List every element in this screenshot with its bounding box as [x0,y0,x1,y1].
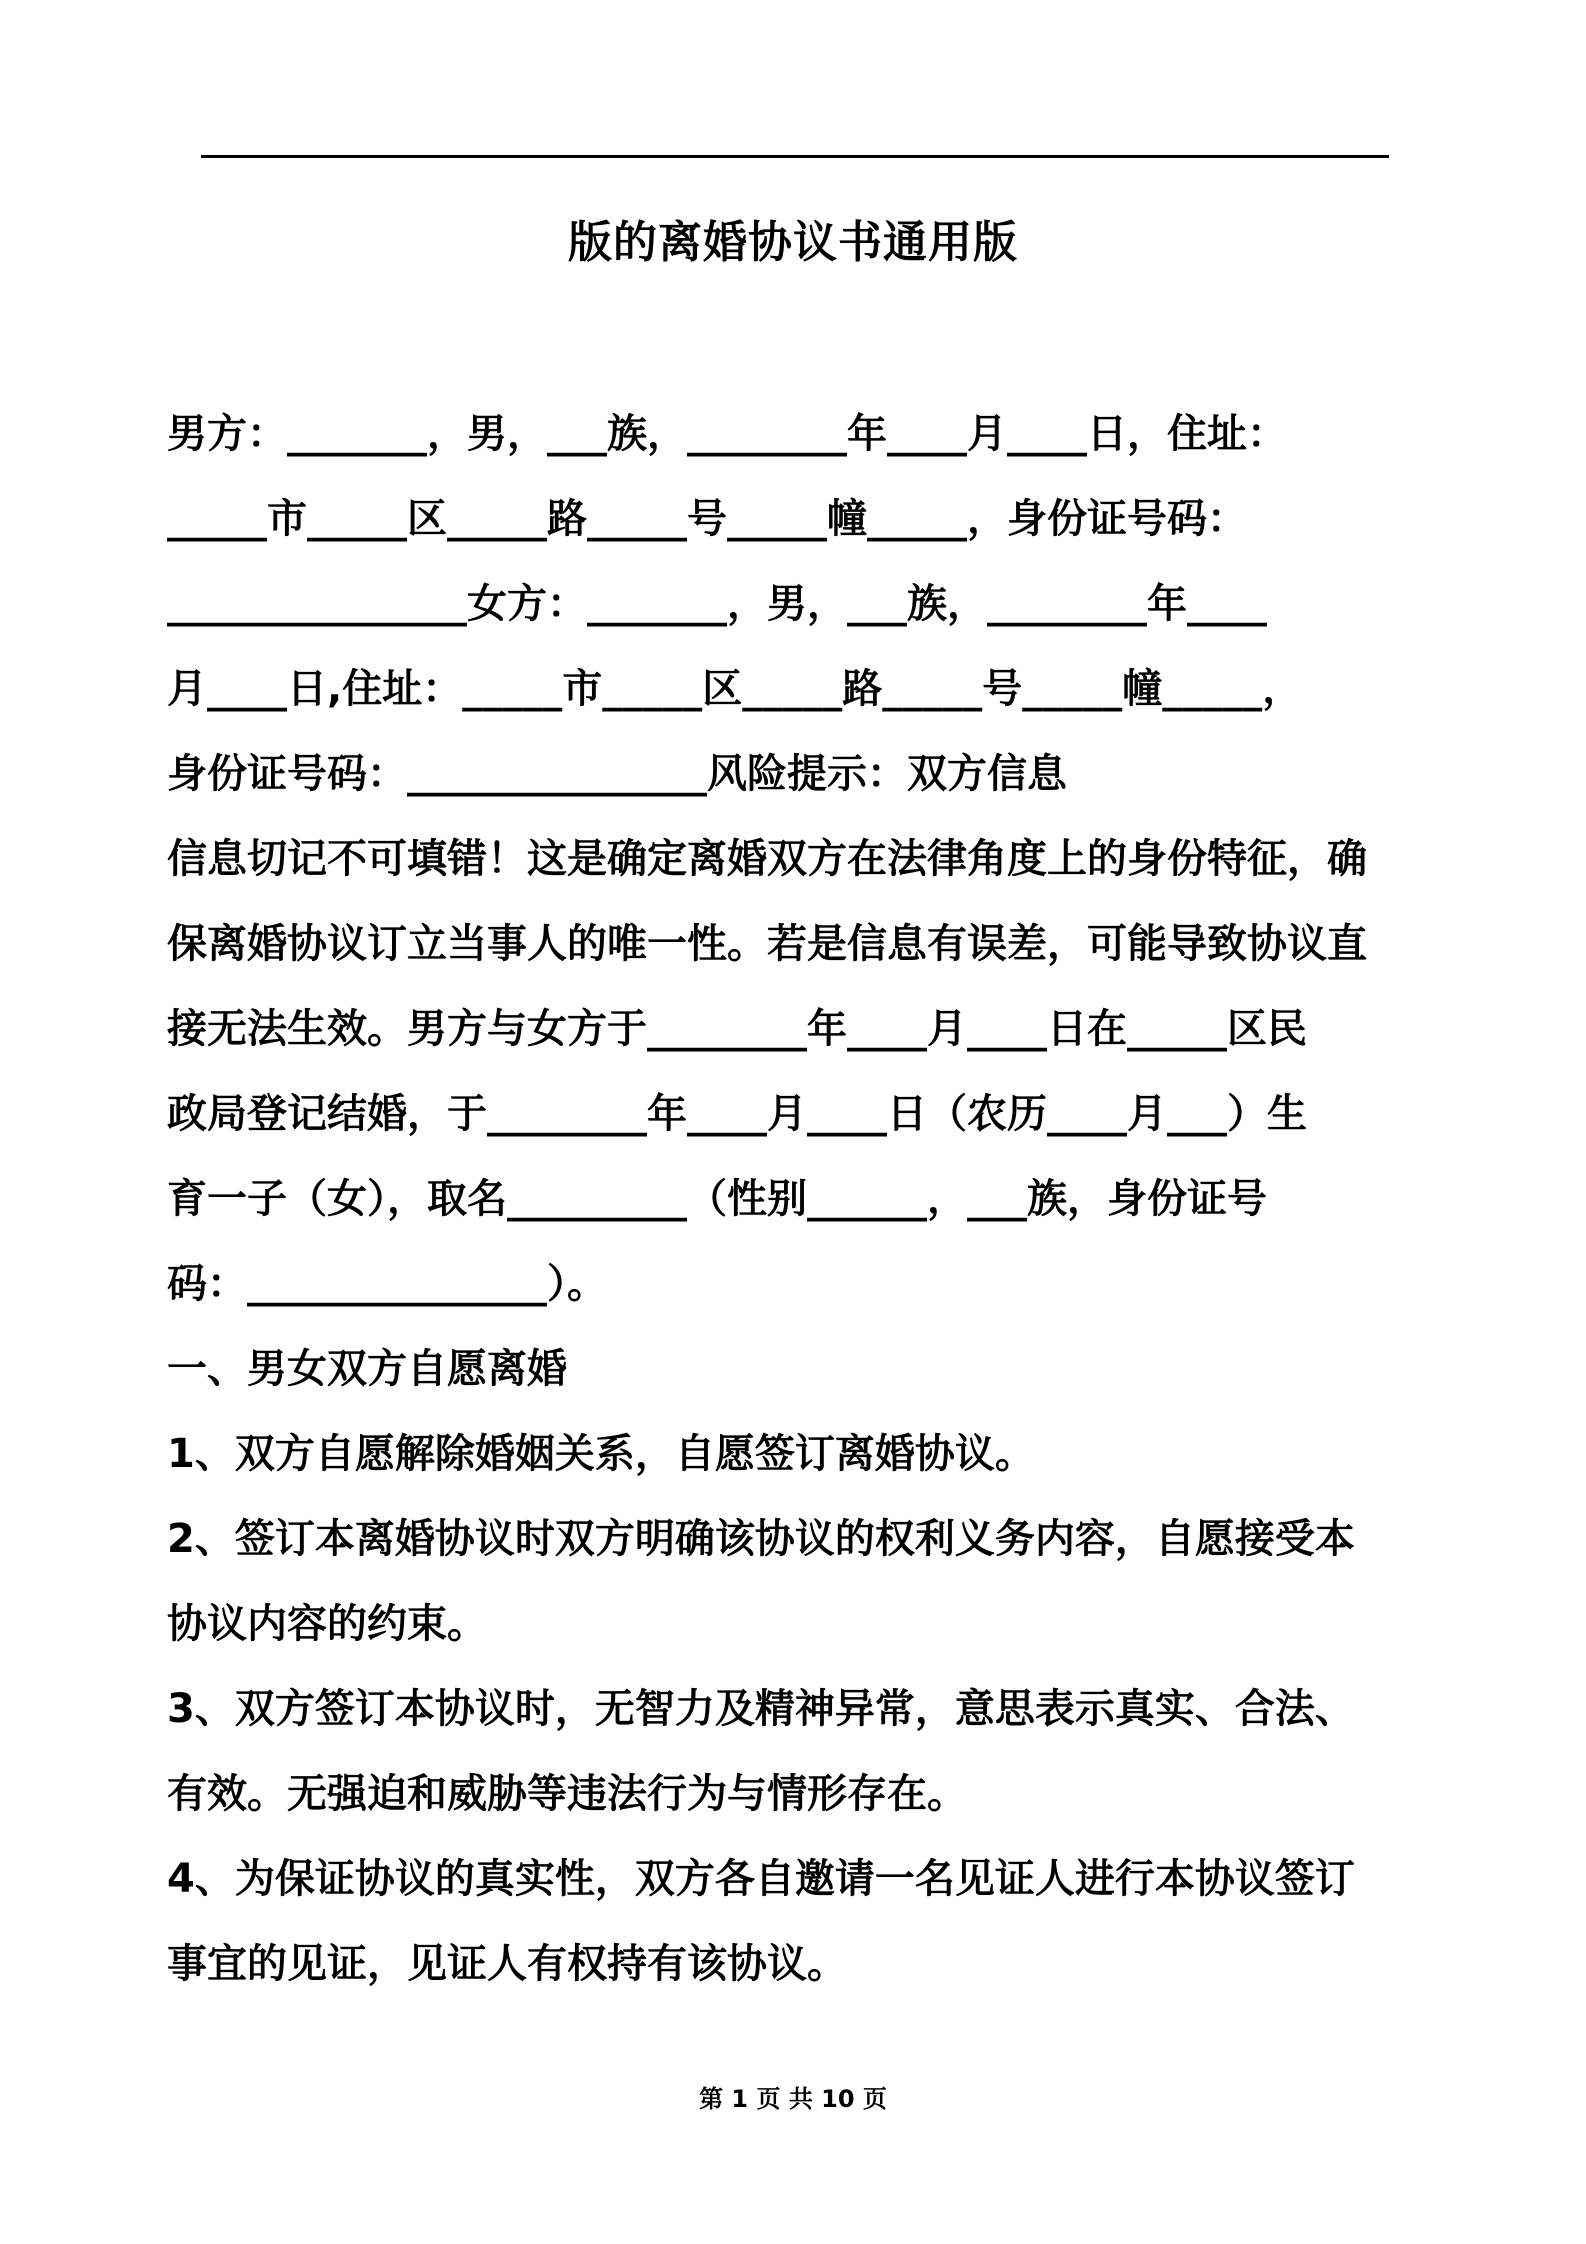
document-line: 信息切记不可填错！这是确定离婚双方在法律角度上的身份特征，确 [167,836,1367,882]
document-line: 事宜的见证，见证人有权持有该协议。 [167,1941,847,1987]
document-line: 保离婚协议订立当事人的唯一性。若是信息有误差，可能导致协议直 [167,921,1367,967]
document-line: 月____日,住址：_____市_____区_____路_____号_____幢_____， [167,666,1303,712]
document-line: 育一子（女），取名_________（性别______，___族，身份证号 [167,1176,1267,1222]
document-line: _____市_____区_____路_____号_____幢_____，身份证号码： [167,496,1247,542]
section-heading: 一、男女双方自愿离婚 [167,1346,567,1392]
document-title: 版的离婚协议书通用版 [568,217,1018,268]
document-line: 1、双方自愿解除婚姻关系，自愿签订离婚协议。 [167,1431,1035,1477]
document-body [167,392,1429,2007]
document-line: 码：_______________）。 [167,1261,607,1307]
document-line: 身份证号码：_______________风险提示：双方信息 [167,751,1067,797]
header-divider [201,155,1389,158]
document-line: 协议内容的约束。 [167,1601,487,1647]
document-line: 3、双方签订本协议时，无智力及精神异常，意思表示真实、合法、 [167,1686,1355,1732]
document-line: 2、签订本离婚协议时双方明确该协议的权利义务内容，自愿接受本 [167,1516,1355,1562]
document-line: 4、为保证协议的真实性，双方各自邀请一名见证人进行本协议签订 [167,1856,1355,1902]
document-line: 政局登记结婚，于________年____月____日（农历____月___）生 [167,1091,1307,1137]
page-footer: 第 1 页 共 10 页 [699,2085,887,2113]
document-line: 男方：_______，男，___族，________年____月____日，住址： [167,411,1287,457]
document-line: 接无法生效。男方与女方于________年____月____日在_____区民 [167,1006,1307,1052]
document-line: _______________女方：_______，男，___族，________年____ [167,581,1267,627]
document-line: 有效。无强迫和威胁等违法行为与情形存在。 [167,1771,967,1817]
